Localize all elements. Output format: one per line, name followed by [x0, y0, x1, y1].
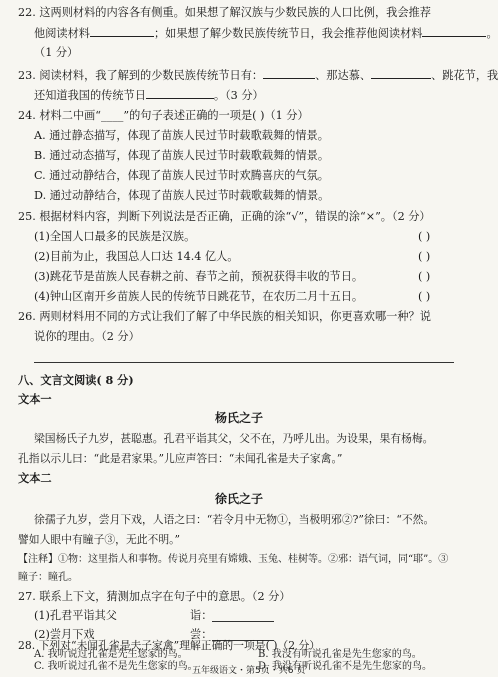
q23-text-b: 、那达慕、 — [315, 69, 372, 82]
q27-stem: 27. 联系上下文，猜测加点字在句子中的意思。（2 分） — [18, 590, 291, 603]
q23-blank-3[interactable] — [146, 86, 214, 99]
text2-line1: 徐孺子九岁，尝月下戏，人语之曰：“若令月中无物①，当极明邪②?”徐曰：“不然。 — [34, 513, 435, 526]
q22-text-b: ；如果想了解少数民族传统节日，我会推荐他阅读材料 — [153, 27, 423, 40]
q27-item-1: (1)孔君平诣其父 — [34, 609, 117, 622]
q23-text-c: 、跳花节，我 — [431, 69, 498, 82]
q22-blank-2[interactable] — [422, 24, 486, 37]
q23-text-e: 。（3 分） — [213, 89, 264, 102]
q23-blank-2[interactable] — [371, 66, 431, 79]
q28-option-d[interactable]: D. 我没有听说孔雀不是先生您家的鸟。 — [258, 661, 433, 672]
q28-option-c[interactable]: C. 我听说过孔雀不是先生您家的鸟。 — [34, 661, 198, 672]
q26-line2: 说你的理由。（2 分） — [34, 330, 140, 343]
q25-answer-3[interactable]: ( ) — [418, 270, 431, 283]
text1-line1: 梁国杨氏子九岁，甚聪惠。孔君平诣其父，父不在，乃呼儿出。为设果，果有杨梅。 — [34, 432, 434, 445]
q27-answer-1[interactable] — [212, 621, 274, 622]
q25-item-1: (1)全国人口最多的民族是汉族。 — [34, 230, 196, 243]
q23-text-d: 还知道我国的传统节日 — [34, 89, 146, 102]
q26-answer-line[interactable] — [34, 362, 454, 363]
q22-line1: 22. 这两则材料的内容各有侧重。如果想了解汉族与少数民族的人口比例，我会推荐 — [18, 6, 431, 19]
q27-item-2: (2)尝月下戏 — [34, 628, 95, 641]
q24-option-d[interactable]: D. 通过动静结合，体现了苗族人民过节时载歌载舞的情景。 — [34, 189, 330, 202]
q25-answer-1[interactable]: ( ) — [418, 230, 431, 243]
page-footer: 五年级语文・第5页・共6 页 — [192, 666, 306, 676]
q28-option-b[interactable]: B. 我没有听说孔雀是先生您家的鸟。 — [258, 649, 422, 660]
q25-answer-4[interactable]: ( ) — [418, 290, 431, 303]
section8-heading: 八、文言文阅读( 8 分) — [18, 373, 134, 387]
q24-stem: 24. 材料二中画“____”的句子表述正确的一项是( )（1 分） — [18, 109, 309, 122]
text2-title: 徐氏之子 — [215, 492, 264, 506]
q22-score: （1 分） — [34, 46, 79, 59]
q27-item-1-char: 诣： — [190, 609, 213, 622]
note-line2: 瞳子：瞳孔。 — [18, 572, 78, 583]
q25-stem: 25. 根据材料内容，判断下列说法是否正确，正确的涂“√”，错误的涂“×”。（2 分） — [18, 210, 431, 223]
q24-option-a[interactable]: A. 通过静态描写，体现了苗族人民过节时载歌载舞的情景。 — [34, 129, 329, 142]
text1-title: 杨氏之子 — [215, 411, 264, 425]
q25-item-3: (3)跳花节是苗族人民春耕之前、春节之前，预祝获得丰收的节日。 — [34, 270, 364, 283]
q23-text-a: 23. 阅读材料，我了解到的少数民族传统节日有： — [18, 69, 264, 82]
q25-answer-2[interactable]: ( ) — [418, 250, 431, 263]
text2-label: 文本二 — [18, 471, 52, 485]
q22-blank-1[interactable] — [90, 24, 154, 37]
q23-line1 — [18, 66, 498, 84]
q23-line2 — [34, 86, 264, 104]
note-line1: 【注释】①物：这里指人和事物。传说月亮里有嫦娥、玉兔、桂树等。②邪：语气词，同“耶”。③ — [18, 554, 449, 565]
q25-item-4: (4)钟山区南开乡苗族人民的传统节日跳花节，在农历二月十五日。 — [34, 290, 364, 303]
q22-text-a: 他阅读材料 — [34, 27, 90, 40]
q24-option-b[interactable]: B. 通过动态描写，体现了苗族人民过节时载歌载舞的情景。 — [34, 149, 330, 162]
text1-label: 文本一 — [18, 392, 52, 406]
q28-stem: 28. 下列对“未闻孔雀是夫子家禽”理解正确的一项是( )（2 分） — [18, 639, 321, 652]
q26-line1: 26. 两则材料用不同的方式让我们了解了中华民族的相关知识，你更喜欢哪一种？说 — [18, 310, 431, 323]
q22-text-c: 。 — [486, 27, 498, 40]
text1-line2: 孔指以示儿曰：“此是君家果。”儿应声答曰：“未闻孔雀是夫子家禽。” — [18, 452, 343, 465]
q27-item-2-char: 尝： — [190, 628, 213, 641]
q22-line2 — [34, 24, 498, 42]
q25-item-2: (2)目前为止，我国总人口达 14.4 亿人。 — [34, 250, 239, 263]
q24-option-c[interactable]: C. 通过动静结合，体现了苗族人民过节时欢腾喜庆的气氛。 — [34, 169, 329, 182]
q28-option-a[interactable]: A. 我听说过孔雀是先生您家的鸟。 — [34, 649, 188, 660]
text2-line2: 譬如人眼中有瞳子③，无此不明。” — [18, 533, 181, 546]
q23-blank-1[interactable] — [263, 66, 315, 79]
